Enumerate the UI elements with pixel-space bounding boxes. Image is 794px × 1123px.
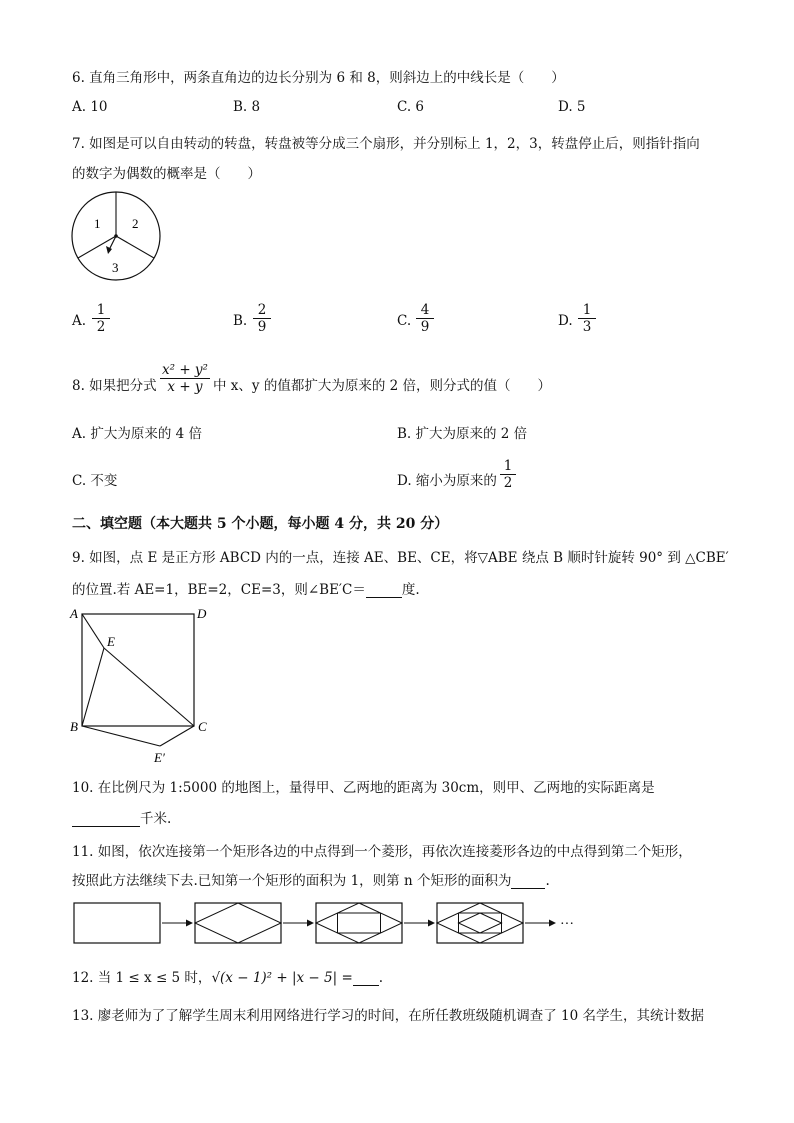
fraction-numerator: 1 — [92, 302, 110, 319]
spinner-label-1: 1 — [94, 216, 101, 231]
vertex-c-label: C — [198, 719, 207, 734]
q8-option-b: B. 扩大为原来的 2 倍 — [397, 426, 528, 442]
q7-option-a-letter: A. — [72, 313, 87, 329]
q8-fraction — [160, 362, 210, 395]
q11-line2-end: . — [545, 873, 550, 889]
arrow-right-icon — [549, 920, 556, 927]
q7-option-d-letter: D. — [558, 313, 573, 329]
q8-suffix: 中 x、y 的值都扩大为原来的 2 倍，则分式的值（ ） — [213, 378, 551, 394]
square-rotation-figure — [66, 600, 226, 768]
q6-stem: 6. 直角三角形中，两条直角边的边长分别为 6 和 8，则斜边上的中线长是（ ） — [72, 70, 565, 86]
fraction-denominator: 9 — [257, 319, 267, 335]
spinner-label-2: 2 — [132, 216, 139, 231]
q12-suffix: . — [378, 970, 384, 986]
q7-stem-line1: 7. 如图是可以自由转动的转盘，转盘被等分成三个扇形，并分别标上 1，2，3，转盘停止后，则指针指向 — [72, 136, 700, 152]
q11-line2 — [72, 869, 550, 889]
q7-option-c-fraction — [416, 302, 434, 335]
square-abcd — [82, 614, 194, 726]
q7-option-a-fraction — [92, 302, 110, 335]
segment-ae — [82, 614, 104, 648]
rectangle-1 — [74, 903, 160, 943]
inner-rectangle — [338, 913, 381, 933]
segment-be-prime — [82, 726, 160, 746]
q10-line2 — [72, 807, 171, 827]
q13-line1: 13. 廖老师为了了解学生周末利用网络进行学习的时间，在所任教班级随机调查了 10 名学生，其统计数据 — [72, 1008, 705, 1024]
arrow-right-icon — [186, 920, 193, 927]
rectangle-2 — [195, 903, 281, 943]
q7-option-b-letter: B. — [233, 313, 248, 329]
fraction-denominator: 9 — [420, 319, 430, 335]
vertex-a-label: A — [70, 606, 78, 621]
arrow-right-icon — [307, 920, 314, 927]
pointer-arrow-icon — [106, 246, 112, 254]
spinner-center — [114, 234, 118, 238]
q8-option-d-fraction — [500, 458, 516, 491]
spinner-label-3: 3 — [112, 260, 119, 275]
vertex-b-label: B — [70, 719, 78, 734]
fraction-denominator: x + y — [167, 379, 203, 395]
fraction-numerator: 1 — [578, 302, 596, 319]
q6-option-b: B. 8 — [233, 99, 261, 115]
fraction-denominator: 2 — [503, 475, 513, 491]
rhombus — [195, 903, 281, 943]
answer-blank — [72, 810, 140, 827]
q8-option-a: A. 扩大为原来的 4 倍 — [72, 426, 203, 442]
rhombus — [316, 903, 402, 943]
spinner-divider — [116, 236, 154, 258]
rectangle-3 — [316, 903, 402, 943]
q10-line2-text: 千米. — [140, 811, 172, 827]
q10-line1: 10. 在比例尺为 1:5000 的地图上，量得甲、乙两地的距离为 30cm，则甲、乙两地的实际距离是 — [72, 780, 655, 796]
q9-line1: 9. 如图，点 E 是正方形 ABCD 内的一点，连接 AE、BE、CE，将▽ABE 绕点 B 顺时针旋转 90° 到 △CBE′ — [72, 550, 729, 566]
ellipsis: ··· — [560, 917, 574, 932]
q8-prefix: 8. 如果把分式 — [72, 378, 157, 394]
segment-ce-prime — [160, 726, 194, 746]
q7-option-c-letter: C. — [397, 313, 412, 329]
q12-prefix: 12. 当 1 ≤ x ≤ 5 时， — [72, 970, 212, 986]
spinner-figure — [68, 190, 168, 282]
inner-rhombus — [459, 913, 502, 933]
q7-stem-line2: 的数字为偶数的概率是（ ） — [72, 166, 261, 182]
segment-ce — [104, 648, 194, 726]
q12-line — [72, 966, 383, 986]
answer-blank — [353, 969, 379, 986]
q9-line2-end: 度. — [401, 582, 420, 598]
fraction-numerator: 1 — [500, 458, 516, 475]
q7-option-d-fraction — [578, 302, 596, 335]
section-title: 二、填空题（本大题共 5 个小题，每小题 4 分，共 20 分） — [72, 516, 449, 532]
fraction-numerator: 4 — [416, 302, 434, 319]
inner-rectangle — [459, 913, 502, 933]
q9-line2-text: 的位置.若 AE=1，BE=2，CE=3，则∠BE′C＝ — [72, 582, 366, 598]
rectangle-sequence-figure — [72, 900, 592, 946]
q8-option-d: D. 缩小为原来的 — [397, 473, 497, 489]
fraction-numerator: x² + y² — [160, 362, 210, 379]
answer-blank — [511, 872, 545, 889]
vertex-e-prime-label: E′ — [154, 750, 165, 765]
q9-line2 — [72, 578, 420, 598]
rectangle-4 — [437, 903, 523, 943]
fraction-denominator: 2 — [96, 319, 106, 335]
vertex-d-label: D — [197, 606, 207, 621]
q11-line2-text: 按照此方法继续下去.已知第一个矩形的面积为 1，则第 n 个矩形的面积为 — [72, 873, 512, 889]
q11-line1: 11. 如图，依次连接第一个矩形各边的中点得到一个菱形，再依次连接菱形各边的中点得到第二个矩形， — [72, 844, 692, 860]
fraction-denominator: 3 — [582, 319, 592, 335]
q7-option-b-fraction — [253, 302, 271, 335]
fraction-numerator: 2 — [253, 302, 271, 319]
answer-blank — [366, 581, 402, 598]
q6-option-c: C. 6 — [397, 99, 425, 115]
arrow-right-icon — [428, 920, 435, 927]
q12-expression: √(x − 1)² + |x − 5| = — [211, 970, 353, 986]
vertex-e-label: E — [107, 634, 115, 649]
rhombus — [437, 903, 523, 943]
q6-option-d: D. 5 — [558, 99, 586, 115]
segment-be — [82, 648, 104, 726]
q6-option-a: A. 10 — [72, 99, 108, 115]
q8-option-c: C. 不变 — [72, 473, 118, 489]
